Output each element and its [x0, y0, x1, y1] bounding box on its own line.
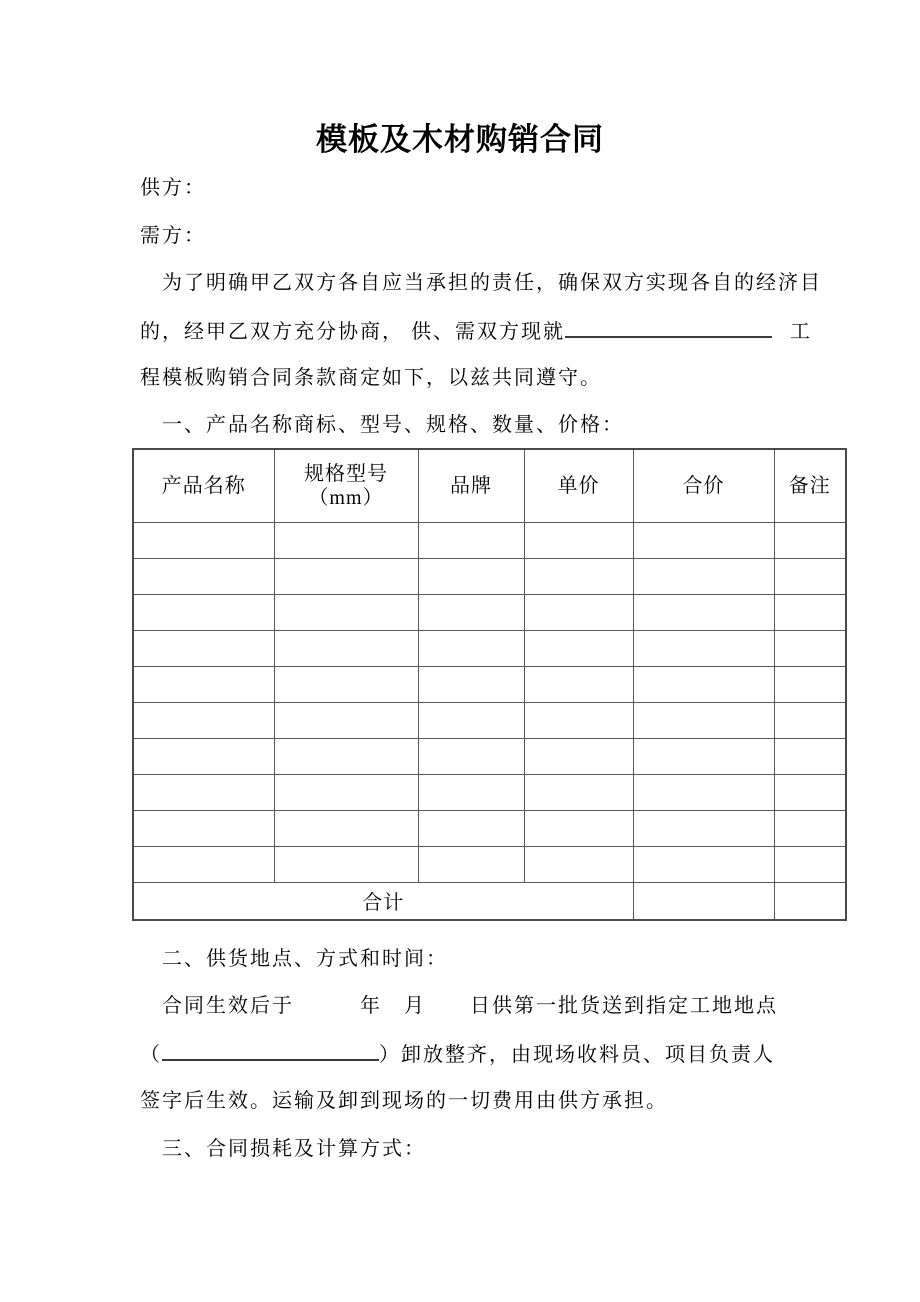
- intro-line-1: 为了明确甲乙双方各自应当承担的责任，确保双方实现各自的经济目: [162, 272, 822, 294]
- total-label-cell: 合计: [133, 882, 633, 920]
- column-header-remarks: 备注: [774, 449, 846, 522]
- column-header-total-price: 合价: [633, 449, 774, 522]
- empty-cell[interactable]: [133, 630, 274, 666]
- section-2-heading: 二、供货地点、方式和时间：: [162, 948, 448, 970]
- empty-cell[interactable]: [633, 630, 774, 666]
- total-remark-cell[interactable]: [774, 882, 846, 920]
- delivery-location-line: [140, 1041, 775, 1068]
- empty-cell[interactable]: [774, 810, 846, 846]
- section-1-heading: 一、产品名称商标、型号、规格、数量、价格：: [162, 414, 624, 436]
- column-header-unit-price: 单价: [524, 449, 633, 522]
- empty-cell[interactable]: [418, 522, 524, 558]
- empty-cell[interactable]: [418, 738, 524, 774]
- empty-cell[interactable]: [633, 774, 774, 810]
- product-table-header-row: [133, 449, 846, 522]
- empty-cell[interactable]: [274, 846, 418, 882]
- delivery-location-tail: ）卸放整齐，由现场收料员、项目负责人: [379, 1044, 775, 1066]
- section-3-heading: 三、合同损耗及计算方式：: [162, 1138, 426, 1160]
- product-table-empty-row: [133, 594, 846, 630]
- product-table-footer: [133, 882, 846, 920]
- delivery-location-blank-field[interactable]: [162, 1041, 379, 1061]
- empty-cell[interactable]: [418, 810, 524, 846]
- delivery-terms-line: 签字后生效。运输及卸到现场的一切费用由供方承担。: [140, 1090, 668, 1112]
- empty-cell[interactable]: [274, 702, 418, 738]
- intro-line-2-tail: 工: [790, 321, 812, 343]
- empty-cell[interactable]: [633, 594, 774, 630]
- empty-cell[interactable]: [274, 630, 418, 666]
- column-header-brand: 品牌: [418, 449, 524, 522]
- empty-cell[interactable]: [774, 630, 846, 666]
- open-paren: （: [140, 1044, 162, 1066]
- empty-cell[interactable]: [274, 774, 418, 810]
- empty-cell[interactable]: [418, 774, 524, 810]
- empty-cell[interactable]: [633, 738, 774, 774]
- empty-cell[interactable]: [418, 702, 524, 738]
- column-header-product-name: 产品名称: [133, 449, 274, 522]
- empty-cell[interactable]: [133, 738, 274, 774]
- empty-cell[interactable]: [633, 810, 774, 846]
- empty-cell[interactable]: [418, 846, 524, 882]
- empty-cell[interactable]: [774, 594, 846, 630]
- empty-cell[interactable]: [274, 522, 418, 558]
- intro-line-3: 程模板购销合同条款商定如下，以兹共同遵守。: [140, 367, 602, 389]
- delivery-date-line: 合同生效后于 年 月 日供第一批货送到指定工地地点: [162, 995, 778, 1017]
- empty-cell[interactable]: [633, 558, 774, 594]
- product-table-body: [133, 522, 846, 882]
- buyer-label: 需方：: [140, 225, 206, 247]
- empty-cell[interactable]: [774, 558, 846, 594]
- empty-cell[interactable]: [524, 738, 633, 774]
- empty-cell[interactable]: [524, 522, 633, 558]
- empty-cell[interactable]: [524, 702, 633, 738]
- empty-cell[interactable]: [774, 738, 846, 774]
- empty-cell[interactable]: [133, 810, 274, 846]
- empty-cell[interactable]: [274, 810, 418, 846]
- product-table-empty-row: [133, 558, 846, 594]
- intro-line-2-text: 的，经甲乙双方充分协商， 供、需双方现就: [140, 321, 565, 343]
- empty-cell[interactable]: [524, 630, 633, 666]
- empty-cell[interactable]: [774, 774, 846, 810]
- empty-cell[interactable]: [418, 558, 524, 594]
- empty-cell[interactable]: [274, 594, 418, 630]
- empty-cell[interactable]: [418, 630, 524, 666]
- product-table-empty-row: [133, 522, 846, 558]
- project-name-blank-field[interactable]: [565, 318, 772, 338]
- total-row: [133, 882, 846, 920]
- empty-cell[interactable]: [524, 558, 633, 594]
- empty-cell[interactable]: [133, 846, 274, 882]
- empty-cell[interactable]: [274, 738, 418, 774]
- supplier-label: 供方：: [140, 177, 206, 199]
- empty-cell[interactable]: [418, 666, 524, 702]
- product-table-empty-row: [133, 846, 846, 882]
- empty-cell[interactable]: [633, 522, 774, 558]
- empty-cell[interactable]: [633, 846, 774, 882]
- empty-cell[interactable]: [524, 594, 633, 630]
- column-header-spec-model: 规格型号 （mm）: [274, 449, 418, 522]
- document-title: 模板及木材购销合同: [316, 122, 604, 157]
- empty-cell[interactable]: [524, 666, 633, 702]
- empty-cell[interactable]: [133, 774, 274, 810]
- empty-cell[interactable]: [524, 774, 633, 810]
- product-table-empty-row: [133, 738, 846, 774]
- empty-cell[interactable]: [133, 558, 274, 594]
- empty-cell[interactable]: [133, 666, 274, 702]
- empty-cell[interactable]: [418, 594, 524, 630]
- empty-cell[interactable]: [633, 702, 774, 738]
- product-table-empty-row: [133, 810, 846, 846]
- total-price-cell[interactable]: [633, 882, 774, 920]
- empty-cell[interactable]: [774, 702, 846, 738]
- empty-cell[interactable]: [274, 666, 418, 702]
- empty-cell[interactable]: [774, 522, 846, 558]
- empty-cell[interactable]: [274, 558, 418, 594]
- empty-cell[interactable]: [524, 810, 633, 846]
- product-table-empty-row: [133, 630, 846, 666]
- empty-cell[interactable]: [133, 594, 274, 630]
- product-table-empty-row: [133, 666, 846, 702]
- empty-cell[interactable]: [774, 846, 846, 882]
- empty-cell[interactable]: [133, 702, 274, 738]
- empty-cell[interactable]: [133, 522, 274, 558]
- intro-line-2: [140, 318, 812, 345]
- product-table-header: [133, 449, 846, 522]
- product-table-empty-row: [133, 702, 846, 738]
- empty-cell[interactable]: [774, 666, 846, 702]
- product-table: [132, 448, 847, 921]
- empty-cell[interactable]: [524, 846, 633, 882]
- product-table-empty-row: [133, 774, 846, 810]
- empty-cell[interactable]: [633, 666, 774, 702]
